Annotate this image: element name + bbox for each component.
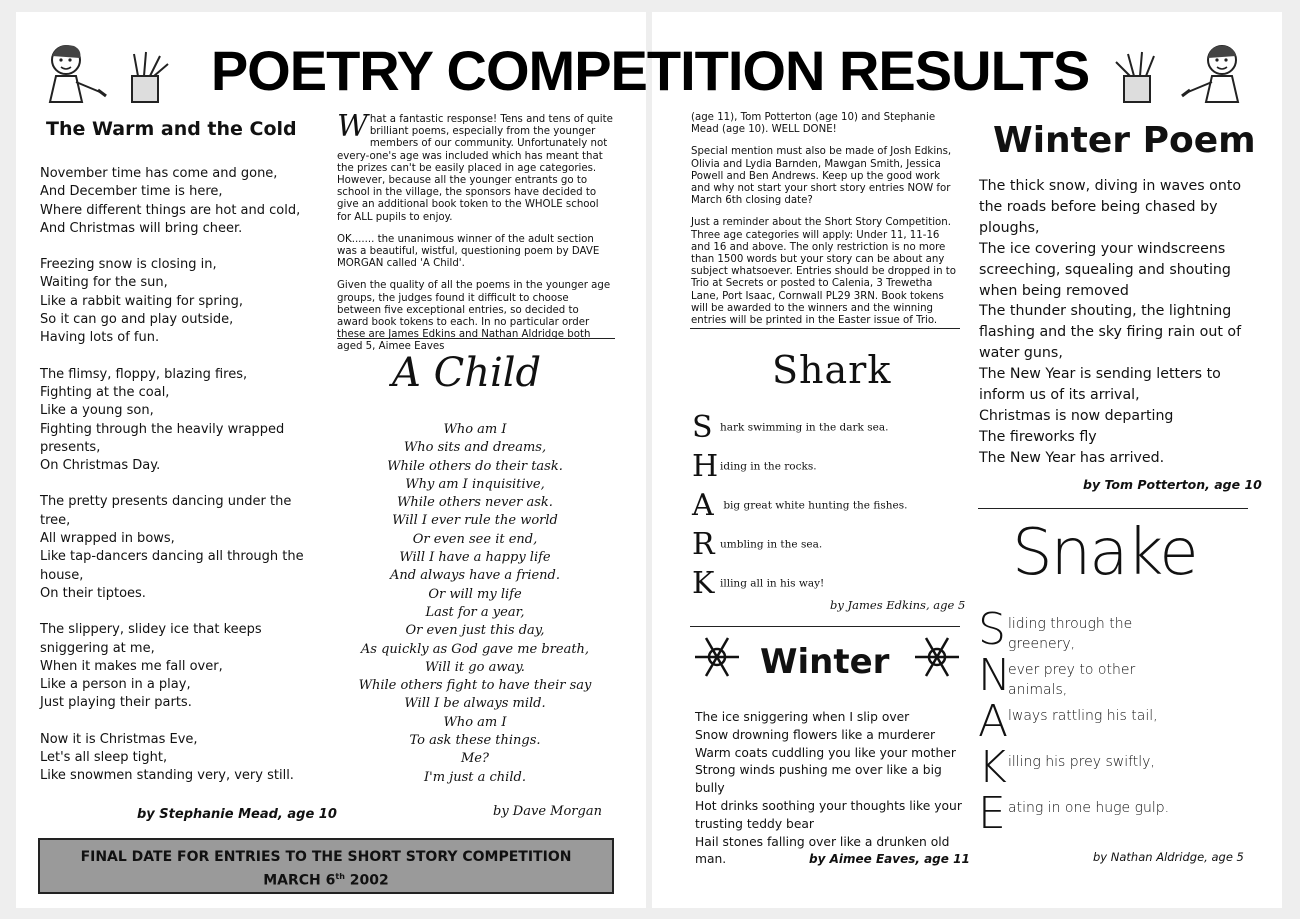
poem-line: As quickly as God gave me breath,: [360, 641, 590, 657]
poem-line: November time has come and gone,: [40, 166, 278, 181]
poem-line: While others do their task.: [387, 458, 563, 474]
warm-cold-title: The Warm and the Cold: [46, 118, 297, 140]
poem-line: Christmas is now departing: [979, 407, 1174, 424]
poem-line: Or will my life: [428, 586, 522, 602]
acrostic-text: ating in one huge gulp.: [1008, 800, 1170, 816]
poem-line: Me?: [461, 751, 489, 767]
winter-title: Winter: [760, 642, 890, 682]
intro-dropcap: W: [337, 109, 368, 144]
a-child-title: A Child: [392, 350, 542, 396]
stanza: [40, 366, 320, 476]
acrostic-letter: K: [692, 566, 715, 601]
intro-paragraph-3: Given the quality of all the poems in the younger age groups, the judges found it difficult to choose between five exceptional entries, so decided to award book tokens to each. In no particular order these are James Edkins and Nathan Aldridge both aged 5, Aimee Eaves: [337, 280, 611, 353]
acrostic-letter: K: [978, 742, 1007, 793]
shark-poem: [692, 410, 962, 605]
acrostic-line: [978, 650, 1248, 702]
divider: [337, 338, 615, 339]
deadline-date-suffix: th: [335, 872, 345, 881]
poem-line: screeching, squealing and shouting: [979, 261, 1231, 278]
intro-cont-paragraph-2: Special mention must also be made of Josh Edkins, Olivia and Lydia Barnden, Mawgan Smith, Jessica Powell and Ben Andrews. Keep up the good work and why not start your short story entries NOW for March 6th closing date?: [691, 146, 952, 207]
poem-line: Hot drinks soothing your thoughts like your: [695, 798, 962, 813]
acrostic-letter: A: [978, 696, 1009, 747]
poem-line: The ice sniggering when I slip over: [695, 710, 910, 724]
acrostic-line: [978, 742, 1248, 794]
poem-line: And Christmas will bring cheer.: [40, 220, 243, 236]
acrostic-text: umbling in the sea.: [720, 538, 823, 551]
snake-byline: by Nathan Aldridge, age 5: [1093, 850, 1244, 864]
winter-poem-title: Winter Poem: [993, 120, 1256, 161]
poem-line: when being removed: [979, 282, 1129, 299]
acrostic-text: big great white hunting the fishes.: [720, 499, 908, 512]
poem-line: The thunder shouting, the lightning: [979, 303, 1232, 320]
acrostic-line: [692, 527, 962, 566]
poem-line: tree,: [40, 512, 71, 528]
acrostic-line: [978, 604, 1248, 656]
poem-line: flashing and the sky firing rain out of: [979, 324, 1242, 341]
acrostic-letter: S: [692, 410, 713, 445]
acrostic-text: illing his prey swiftly,: [1008, 754, 1155, 770]
stanza: [40, 731, 320, 786]
poem-line: Will I be always mild.: [404, 696, 546, 712]
poem-line: trusting teddy bear: [695, 816, 814, 831]
poem-line: Like a rabbit waiting for spring,: [40, 293, 243, 309]
poem-line: Strong winds pushing me over like a big bully: [695, 763, 942, 796]
intro-text: [337, 109, 613, 364]
poem-line: Or even just this day,: [405, 623, 545, 639]
acrostic-letter: R: [692, 527, 715, 562]
poem-line: The pretty presents dancing under the: [40, 494, 292, 510]
poem-line: Like tap-dancers dancing all through the: [40, 549, 304, 565]
shark-byline: by James Edkins, age 5: [830, 598, 966, 612]
shark-title: Shark: [772, 348, 892, 392]
poem-line: The thick snow, diving in waves onto: [979, 178, 1242, 194]
poem-line: The slippery, slidey ice that keeps: [40, 622, 262, 638]
deadline-box: [38, 838, 614, 894]
winter-byline: by Aimee Eaves, age 11: [809, 852, 970, 866]
poem-line: Who am I: [443, 714, 507, 730]
deadline-line2: [40, 867, 612, 891]
divider: [690, 626, 960, 627]
a-child-byline: by Dave Morgan: [493, 804, 602, 819]
acrostic-line: [692, 410, 962, 449]
poem-line: Fighting at the coal,: [40, 384, 170, 400]
poem-line: Who sits and dreams,: [403, 440, 547, 456]
acrostic-letter: E: [978, 788, 1006, 839]
poem-line: Just playing their parts.: [40, 695, 192, 711]
intro-continued: [691, 112, 959, 337]
poem-line: All wrapped in bows,: [40, 531, 175, 547]
poem-line: presents,: [40, 439, 101, 455]
poem-line: house,: [40, 567, 84, 583]
poem-line: the roads before being chased by: [979, 198, 1218, 215]
a-child-poem: [330, 421, 620, 787]
stanza: [40, 165, 320, 238]
poem-line: Why am I inquisitive,: [405, 476, 545, 492]
poem-line: sniggering at me,: [40, 640, 155, 656]
deadline-date: MARCH 6: [263, 872, 336, 889]
acrostic-text: ever prey to other animals,: [1008, 662, 1136, 698]
poem-line: man.: [695, 852, 727, 867]
acrostic-text: illing all in his way!: [720, 577, 825, 590]
poem-line: water guns,: [979, 345, 1063, 362]
warm-cold-byline: by Stephanie Mead, age 10: [137, 807, 337, 822]
snake-poem: [978, 604, 1248, 840]
stanza: [40, 621, 320, 712]
acrostic-letter: H: [692, 449, 719, 484]
deadline-line1: FINAL DATE FOR ENTRIES TO THE SHORT STORY COMPETITION: [80, 849, 572, 865]
poem-line: Let's all sleep tight,: [40, 750, 168, 766]
poem-line: Freezing snow is closing in,: [40, 257, 217, 273]
poem-line: Or even see it end,: [412, 531, 538, 547]
poem-line: Like snowmen standing very, very still.: [40, 768, 294, 784]
winter-poem-byline: by Tom Potterton, age 10: [1083, 477, 1262, 492]
poem-line: Hail stones falling over like a drunken old: [695, 834, 950, 849]
divider: [690, 328, 960, 329]
warm-cold-poem: [40, 165, 320, 804]
snowflake-icon: [692, 632, 742, 682]
poem-line: On Christmas Day.: [40, 458, 161, 474]
acrostic-line: [978, 696, 1248, 748]
poem-line: ploughs,: [979, 219, 1040, 236]
poem-line: I'm just a child.: [424, 769, 526, 785]
acrostic-line: [692, 449, 962, 488]
acrostic-text: liding through the greenery,: [1008, 616, 1133, 652]
winter-poem: [695, 709, 965, 869]
poem-line: Now it is Christmas Eve,: [40, 731, 198, 747]
poem-line: Like a person in a play,: [40, 677, 191, 693]
poem-line: Like a young son,: [40, 403, 154, 419]
poem-line: The New Year is sending letters to: [979, 366, 1221, 383]
poem-line: inform us of its arrival,: [979, 387, 1140, 404]
poem-line: While others fight to have their say: [358, 678, 592, 694]
poem-line: Having lots of fun.: [40, 330, 160, 346]
acrostic-text: lways rattling his tail,: [1008, 708, 1158, 724]
acrostic-letter: A: [692, 488, 714, 523]
poem-line: Will I have a happy life: [399, 550, 551, 566]
poem-line: Fighting through the heavily wrapped: [40, 421, 285, 437]
poem-line: Will I ever rule the world: [392, 513, 558, 529]
snake-title: Snake: [1012, 516, 1197, 590]
acrostic-text: iding in the rocks.: [720, 460, 817, 473]
poem-line: The New Year has arrived.: [979, 449, 1165, 466]
poem-line: The fireworks fly: [979, 428, 1097, 445]
poem-line: Warm coats cuddling you like your mother: [695, 745, 956, 760]
intro-paragraph-1: hat a fantastic response! Tens and tens of quite brilliant poems, especially from the younger members of our community. Unfortunately not every-one's age was included which has meant that the prizes can't be easily placed in age categories. However, because all the younger entrants go to school in the village, the sponsors have decided to give an additional book token to the WHOLE school for ALL pupils to enjoy.: [337, 114, 613, 223]
poem-line: To ask these things.: [409, 733, 541, 749]
poem-line: So it can go and play outside,: [40, 312, 234, 328]
snowflake-icon: [912, 632, 962, 682]
poem-line: Waiting for the sun,: [40, 275, 168, 291]
poem-line: Snow drowning flowers like a murderer: [695, 727, 936, 742]
poem-line: The ice covering your windscreens: [979, 240, 1226, 257]
acrostic-line: [978, 788, 1248, 840]
poem-line: Last for a year,: [425, 604, 525, 620]
poem-line: And December time is here,: [40, 184, 223, 200]
poem-line: When it makes me fall over,: [40, 658, 223, 674]
acrostic-letter: N: [978, 650, 1011, 701]
poem-line: While others never ask.: [397, 495, 553, 511]
intro-cont-paragraph-3: Just a reminder about the Short Story Competition. Three age categories will apply: Under 11, 11-16 and 16 and above. The only restriction is no more than 1500 words but your story can be about any subject whatsoever. Entries should be dropped in to Trio at Secrets or posted to Calenia, 3 Trewetha Lane, Port Isaac, Cornwall PL29 3RN. Book tokens will be awarded to the winners and the winning entries will be printed in the Easter issue of Trio.: [691, 217, 957, 327]
stanza: [40, 256, 320, 347]
stanza: [40, 493, 320, 603]
poem-line: Who am I: [443, 422, 507, 437]
poem-line: And always have a friend.: [389, 568, 561, 584]
acrostic-line: [692, 488, 962, 527]
intro-paragraph-2: OK....... the unanimous winner of the adult section was a beautiful, wistful, questioning poem by DAVE MORGAN called 'A Child'.: [337, 233, 600, 270]
poem-line: Where different things are hot and cold,: [40, 202, 301, 218]
winter-poem-body: [979, 176, 1269, 469]
intro-cont-paragraph-1: (age 11), Tom Potterton (age 10) and Stephanie Mead (age 10). WELL DONE!: [691, 112, 936, 136]
page-headline: POETRY COMPETITION RESULTS: [210, 39, 1090, 102]
poem-line: The flimsy, floppy, blazing fires,: [40, 366, 248, 382]
poem-line: Will it go away.: [425, 659, 525, 675]
poem-line: On their tiptoes.: [40, 585, 146, 601]
acrostic-letter: S: [978, 604, 1006, 655]
divider: [978, 508, 1248, 509]
acrostic-text: hark swimming in the dark sea.: [720, 421, 889, 434]
deadline-year: 2002: [344, 872, 389, 889]
